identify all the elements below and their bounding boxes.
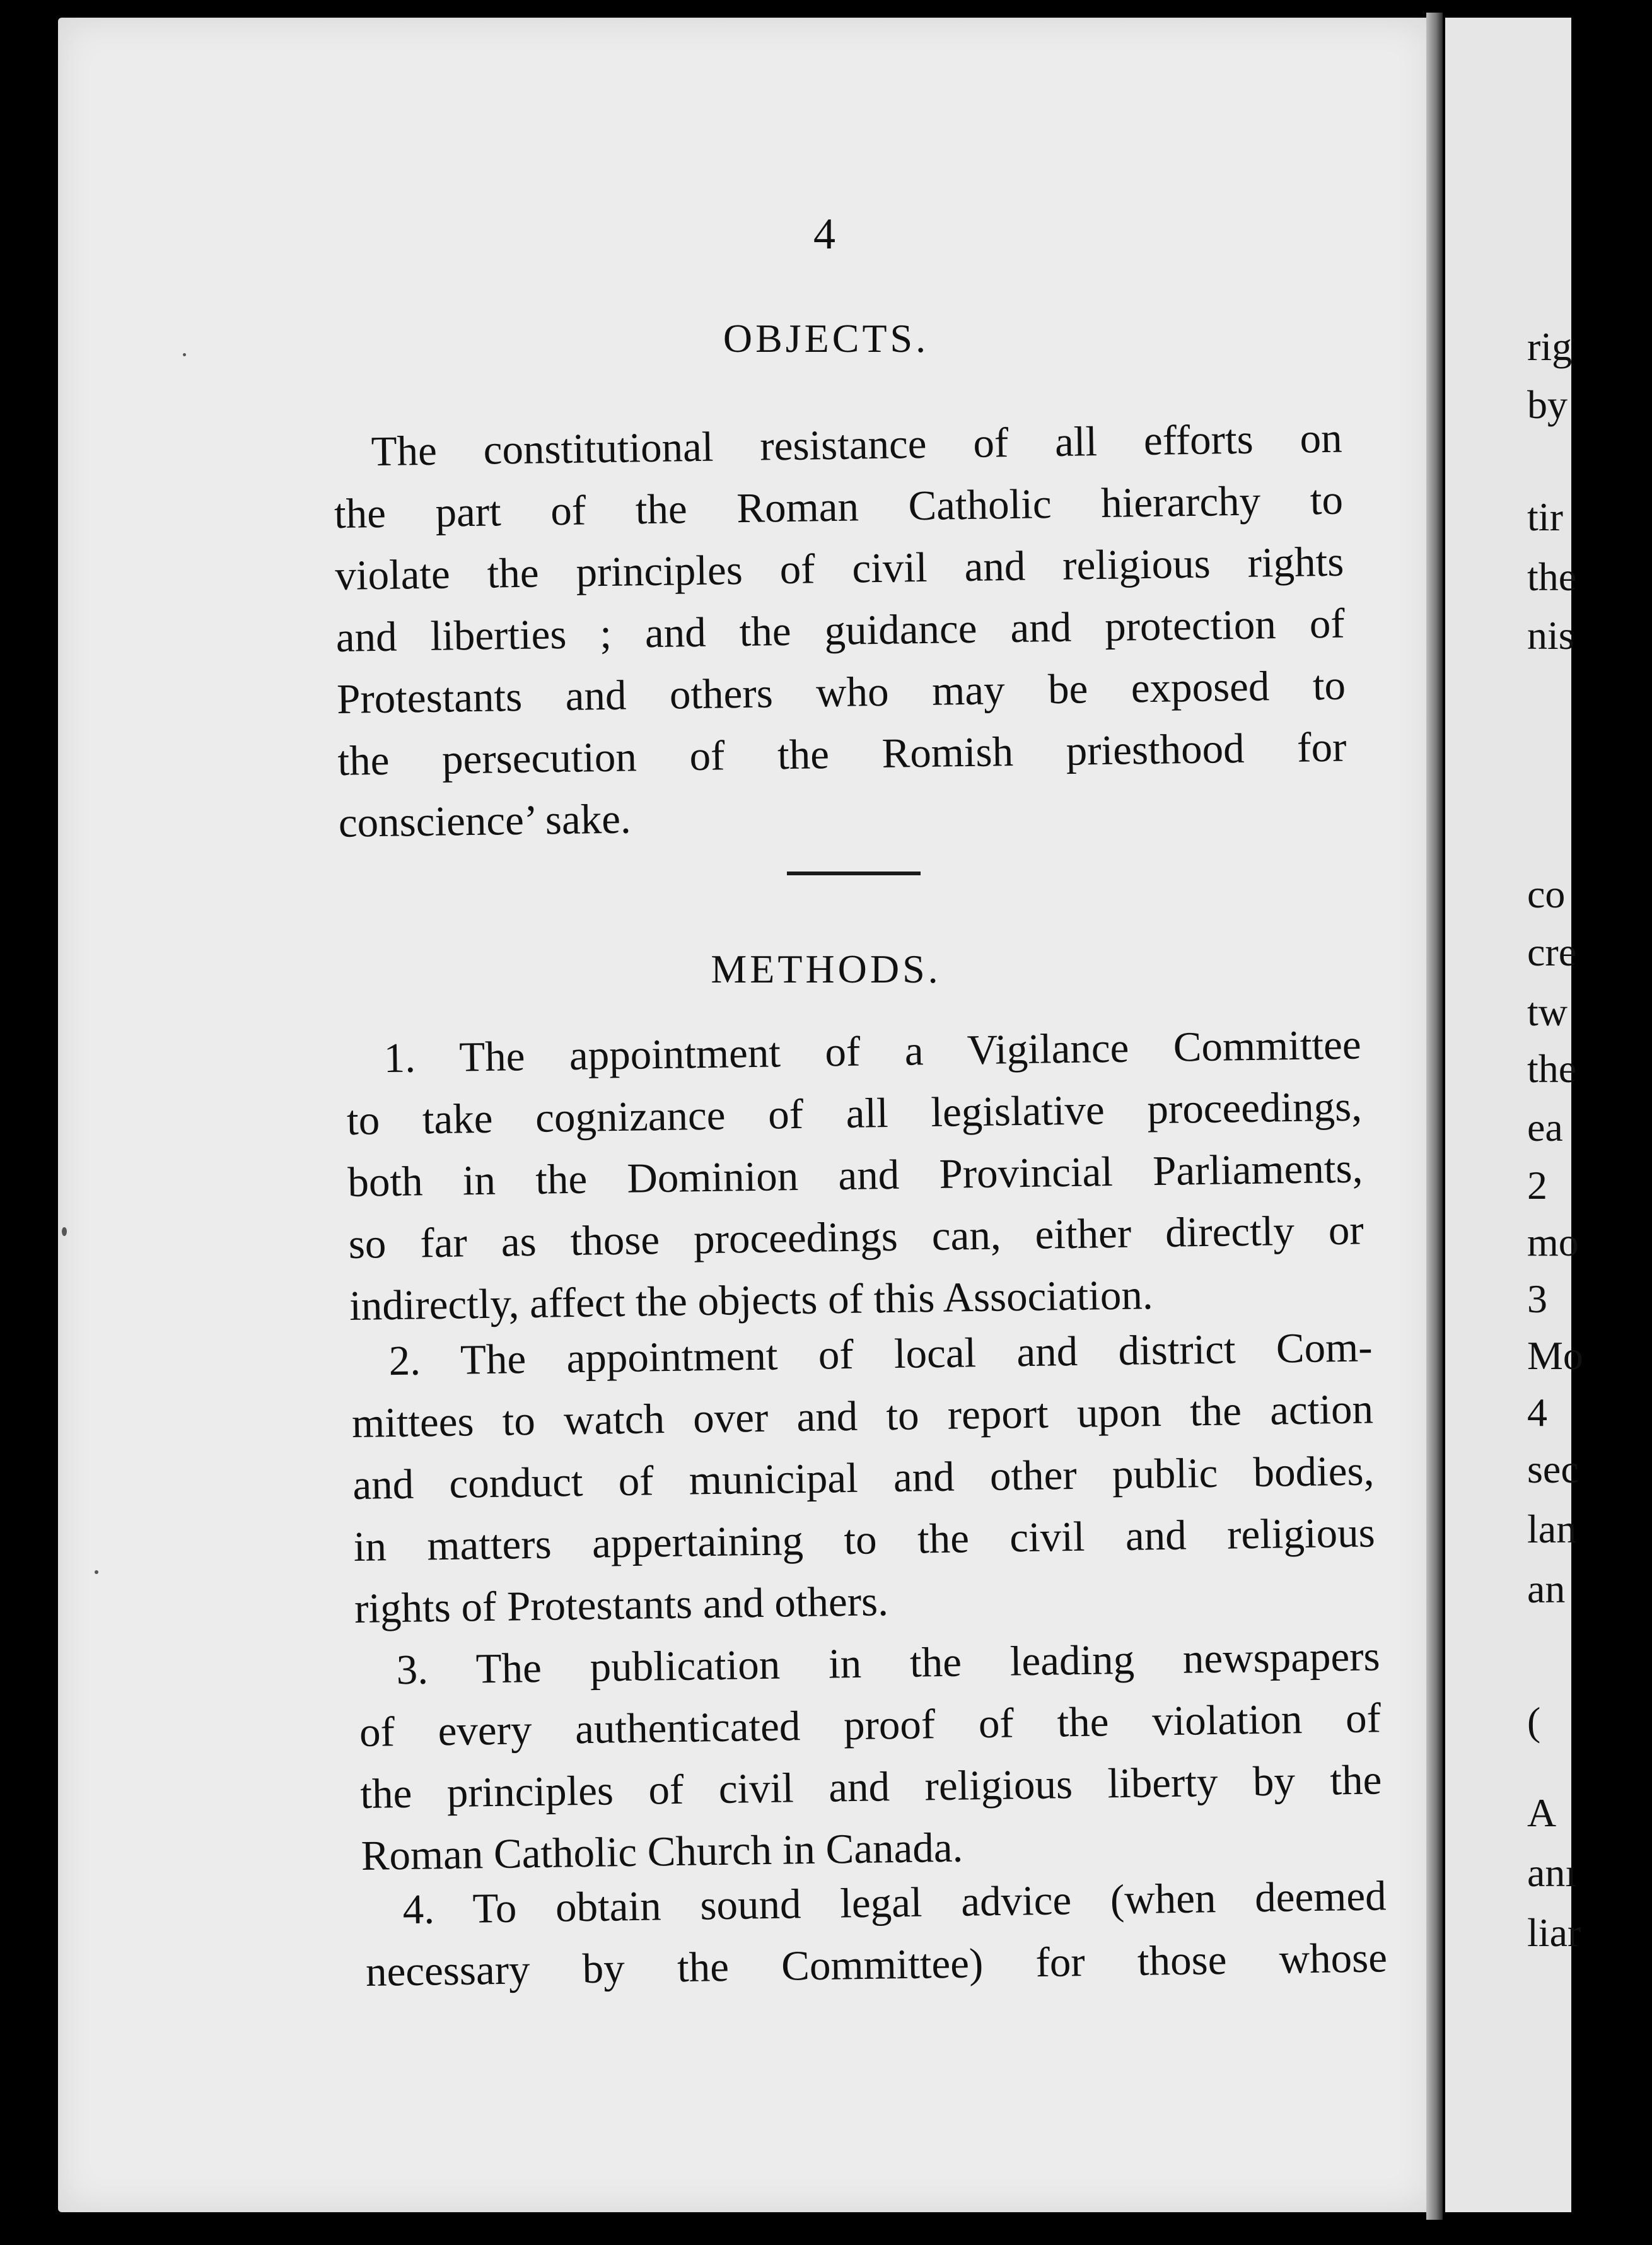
text-line: so far as those proceedings can, either directly or xyxy=(348,1206,1364,1268)
text-line: 1. The appointment of a Vigilance Committee xyxy=(383,1021,1362,1082)
facing-fragment: ea xyxy=(1527,1105,1563,1150)
text-line: conscience’ sake. xyxy=(338,795,632,846)
text-line: 3. The publication in the leading newspapers xyxy=(396,1633,1381,1694)
text-line: and conduct of municipal and other public bodies, xyxy=(352,1447,1375,1508)
text-line: in matters appertaining to the civil and religious xyxy=(353,1509,1376,1570)
facing-fragment: Mo xyxy=(1527,1333,1583,1378)
text-line: of every authenticated proof of the violation of xyxy=(359,1694,1382,1756)
paper-speck xyxy=(95,1570,98,1574)
facing-fragment: an xyxy=(1527,1566,1566,1611)
facing-fragment: rig xyxy=(1527,324,1573,369)
section-divider xyxy=(787,872,921,875)
objects-heading: OBJECTS. xyxy=(723,316,929,361)
text-line: to take cognizance of all legislative proceedings, xyxy=(346,1083,1363,1144)
text-line: 4. To obtain sound legal advice (when deemed xyxy=(402,1872,1387,1933)
text-line: Protestants and others who may be exposed to xyxy=(336,662,1346,723)
facing-fragment: anı xyxy=(1527,1850,1577,1895)
facing-fragment: lan xyxy=(1527,1507,1577,1551)
facing-fragment: 4 xyxy=(1527,1390,1547,1435)
text-line: The constitutional resistance of all efforts on xyxy=(371,414,1343,475)
binding-mark xyxy=(62,1227,67,1236)
objects-paragraph xyxy=(333,407,1347,854)
facing-fragment: ( xyxy=(1527,1699,1541,1744)
method-item-4 xyxy=(364,1865,1388,2003)
method-item-1 xyxy=(346,1014,1365,1337)
facing-fragment: nis xyxy=(1527,613,1574,658)
facing-fragment: sec xyxy=(1527,1447,1579,1491)
text-line: Roman Catholic Church in Canada. xyxy=(361,1824,963,1879)
text-line: necessary by the Committee) for those whose xyxy=(365,1934,1388,1995)
facing-fragment: tir xyxy=(1527,494,1563,539)
text-line: the principles of civil and religious liberty by the xyxy=(359,1756,1382,1817)
facing-fragment: cre xyxy=(1527,930,1577,974)
text-line: the part of the Roman Catholic hierarchy to xyxy=(334,476,1344,537)
methods-heading: METHODS. xyxy=(711,947,941,991)
text-line: violate the principles of civil and religious rights xyxy=(334,538,1344,599)
text-line: both in the Dominion and Provincial Parliaments, xyxy=(347,1145,1363,1206)
text-line: and liberties ; and the guidance and protection of xyxy=(335,600,1346,661)
method-item-3 xyxy=(358,1625,1383,1887)
facing-fragment: tw xyxy=(1527,989,1568,1034)
facing-fragment: the xyxy=(1527,554,1577,599)
text-line: 2. The appointment of local and district Com- xyxy=(388,1324,1373,1385)
page-number: 4 xyxy=(813,210,835,259)
text-line: mittees to watch over and to report upon the action xyxy=(351,1385,1374,1447)
facing-fragment: 2 xyxy=(1527,1163,1547,1208)
facing-fragment: by xyxy=(1527,382,1568,427)
facing-fragment: 3 xyxy=(1527,1276,1547,1321)
paper-speck xyxy=(183,353,186,356)
text-line: the persecution of the Romish priesthood for xyxy=(337,723,1347,784)
facing-fragment: liar xyxy=(1527,1910,1581,1955)
facing-fragment: mo xyxy=(1527,1220,1579,1264)
facing-fragment: the xyxy=(1527,1046,1577,1091)
facing-fragment: co xyxy=(1527,872,1566,916)
method-item-2 xyxy=(351,1316,1376,1640)
text-line: indirectly, affect the objects of this Association. xyxy=(349,1271,1154,1329)
facing-fragment: A xyxy=(1527,1790,1557,1835)
text-line: rights of Protestants and others. xyxy=(354,1578,889,1632)
